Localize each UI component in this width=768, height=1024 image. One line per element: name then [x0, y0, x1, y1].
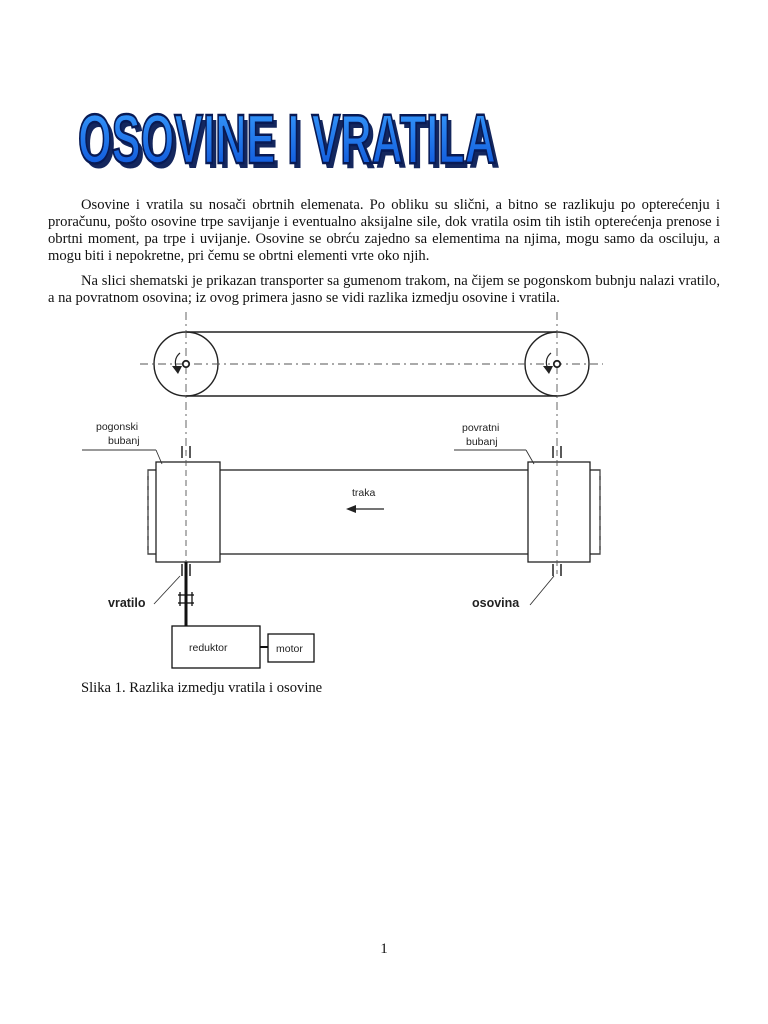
- center-lines: [140, 312, 603, 454]
- conveyor-diagram: [68, 308, 628, 678]
- drive-drum-label-1: pogonski: [96, 421, 139, 433]
- paragraph-intro: Osovine i vratila su nosači obrtnih elemenata. Po obliku su slični, a bitno se razlikuju po opterećenju i proračunu, pošto osovine trpe savijanje i eventualno aksijalne sile, dok vratila osim tih istih opterećenja prenose i obrtni moment, pa trpe i uvijanje. Osovine se obrću zajedno sa elementima na njima, mogu samo da osciluju, a mogu biti i nepokretne, pri čemu se obrtni elementi vrte oko njih.: [48, 197, 720, 264]
- page-number: 1: [380, 941, 388, 957]
- return-drum-rect: [528, 462, 590, 562]
- bearings: [182, 446, 561, 576]
- figure-caption: Slika 1. Razlika izmedju vratila i osovine: [81, 680, 323, 696]
- plan-view: [148, 462, 600, 562]
- belt-label: traka: [352, 487, 376, 499]
- shaft-label: vratilo: [108, 596, 146, 610]
- rotation-arrows: [172, 353, 553, 374]
- wordart-title-graphic: [76, 88, 506, 178]
- paragraph-figure-intro: Na slici shematski je prikazan transporter sa gumenom trakom, na čijem se pogonskom bubnju nalazi vratilo, a na povratnom osovina; iz ovog primera jasno se vidi razlika izmedju osovine i vratila.: [48, 273, 720, 306]
- leader-lines: [82, 450, 554, 605]
- belt-direction-arrow: [346, 505, 384, 513]
- title-text: OSOVINE I VRATILA: [78, 100, 496, 178]
- conveyor-figure: [68, 308, 628, 678]
- reducer-label: reduktor: [189, 642, 228, 654]
- title-shadow: OSOVINE I VRATILA: [82, 105, 500, 178]
- motor-label: motor: [276, 643, 303, 655]
- wordart-title: [76, 88, 506, 178]
- return-drum-label-2: bubanj: [466, 436, 498, 448]
- axle-label: osovina: [472, 596, 520, 610]
- return-drum-label-1: povratni: [462, 422, 500, 434]
- drive-drum-rect: [156, 462, 220, 562]
- drive-drum-label-2: bubanj: [108, 435, 140, 447]
